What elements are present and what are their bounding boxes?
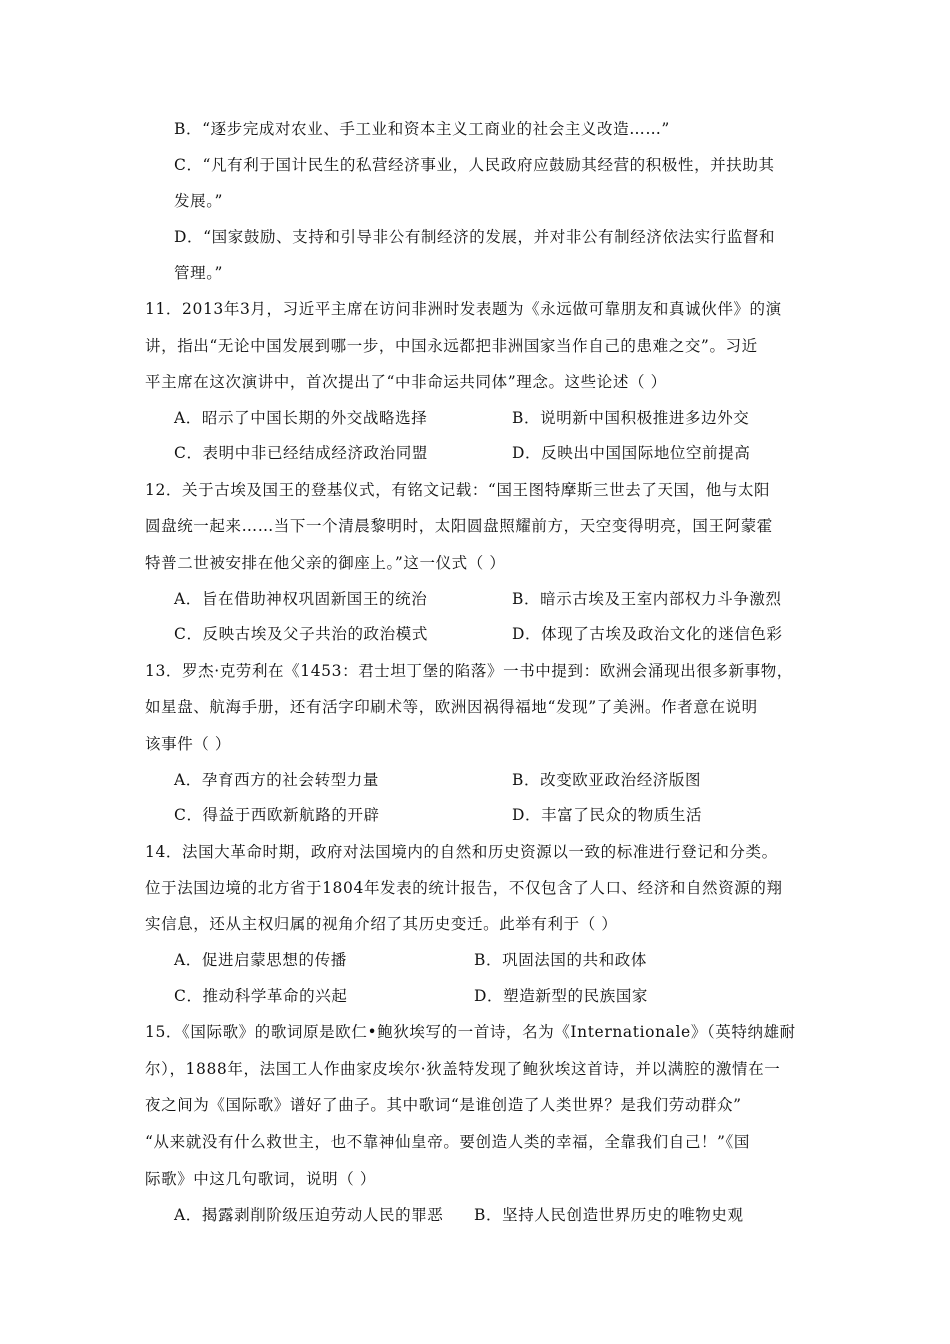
q10-option-d-line2: 管理。” [174,264,224,282]
q15-option-b: B．坚持人民创造世界历史的唯物史观 [474,1206,744,1224]
q14-option-b: B．巩固法国的共和政体 [474,951,647,969]
q15-option-a: A．揭露剥削阶级压迫劳动人民的罪恶 [174,1206,444,1224]
q12-option-b: B．暗示古埃及王室内部权力斗争激烈 [512,590,782,608]
q13-option-a: A．孕育西方的社会转型力量 [174,771,379,789]
q14-option-c: C．推动科学革命的兴起 [174,987,348,1005]
q10-option-c-line1: C．“凡有利于国计民生的私营经济事业，人民政府应鼓励其经营的积极性，并扶助其 [174,156,775,174]
q12-stem-line1: 12．关于古埃及国王的登基仪式，有铭文记载：“国王图特摩斯三世去了天国，他与太阳 [145,481,771,499]
q15-stem-line5: 际歌》中这几句歌词，说明（ ） [145,1170,376,1188]
q11-option-a: A．昭示了中国长期的外交战略选择 [174,409,428,427]
q14-stem-line1: 14．法国大革命时期，政府对法国境内的自然和历史资源以一致的标准进行登记和分类。 [145,843,778,861]
q15-stem-line3: 夜之间为《国际歌》谱好了曲子。其中歌词“是谁创造了人类世界？是我们劳动群众” [145,1096,742,1114]
q12-stem-line2: 圆盘统一起来……当下一个清晨黎明时，太阳圆盘照耀前方，天空变得明亮，国王阿蒙霍 [145,517,773,535]
q13-stem-line2: 如星盘、航海手册，还有活字印刷术等，欧洲因祸得福地“发现”了美洲。作者意在说明 [145,698,758,716]
q13-option-d: D．丰富了民众的物质生活 [512,806,703,824]
q14-option-d: D．塑造新型的民族国家 [474,987,649,1005]
q11-stem-line1: 11．2013年3月，习近平主席在访问非洲时发表题为《永远做可靠朋友和真诚伙伴》的演 [145,300,782,318]
q10-option-d-line1: D．“国家鼓励、支持和引导非公有制经济的发展，并对非公有制经济依法实行监督和 [174,228,776,246]
q11-stem-line3: 平主席在这次演讲中，首次提出了“中非命运共同体”理念。这些论述（ ） [145,373,667,391]
q12-option-c: C．反映古埃及父子共治的政治模式 [174,625,428,643]
q14-stem-line3: 实信息，还从主权归属的视角介绍了其历史变迁。此举有利于（ ） [145,915,618,933]
q10-option-c-line2: 发展。” [174,192,224,210]
q11-option-c: C．表明中非已经结成经济政治同盟 [174,444,428,462]
q14-stem-line2: 位于法国边境的北方省于1804年发表的统计报告，不仅包含了人口、经济和自然资源的翔 [145,879,783,897]
q15-stem-line1: 15．《国际歌》的歌词原是欧仁•鲍狄埃写的一首诗，名为《Internationale》（英特纳雄耐 [145,1023,796,1041]
q13-option-c: C．得益于西欧新航路的开辟 [174,806,380,824]
q11-option-b: B．说明新中国积极推进多边外交 [512,409,750,427]
q11-stem-line2: 讲，指出“无论中国发展到哪一步，中国永远都把非洲国家当作自己的患难之交”。习近 [145,337,758,355]
q14-option-a: A．促进启蒙思想的传播 [174,951,347,969]
q13-stem-line3: 该事件（ ） [145,735,232,753]
q15-stem-line4: “从来就没有什么救世主，也不靠神仙皇帝。要创造人类的幸福，全靠我们自己！”《国 [145,1133,751,1151]
q12-stem-line3: 特普二世被安排在他父亲的御座上。”这一仪式（ ） [145,554,506,572]
q12-option-a: A．旨在借助神权巩固新国王的统治 [174,590,428,608]
q13-stem-line1: 13．罗杰·克劳利在《1453：君士坦丁堡的陷落》一书中提到：欧洲会涌现出很多新事物， [145,662,793,680]
q10-option-b: B．“逐步完成对农业、手工业和资本主义工商业的社会主义改造……” [174,120,670,138]
q12-option-d: D．体现了古埃及政治文化的迷信色彩 [512,625,783,643]
q13-option-b: B．改变欧亚政治经济版图 [512,771,702,789]
q11-option-d: D．反映出中国国际地位空前提高 [512,444,751,462]
q15-stem-line2: 尔），1888年，法国工人作曲家皮埃尔·狄盖特发现了鲍狄埃这首诗，并以满腔的激情在一 [145,1060,781,1078]
